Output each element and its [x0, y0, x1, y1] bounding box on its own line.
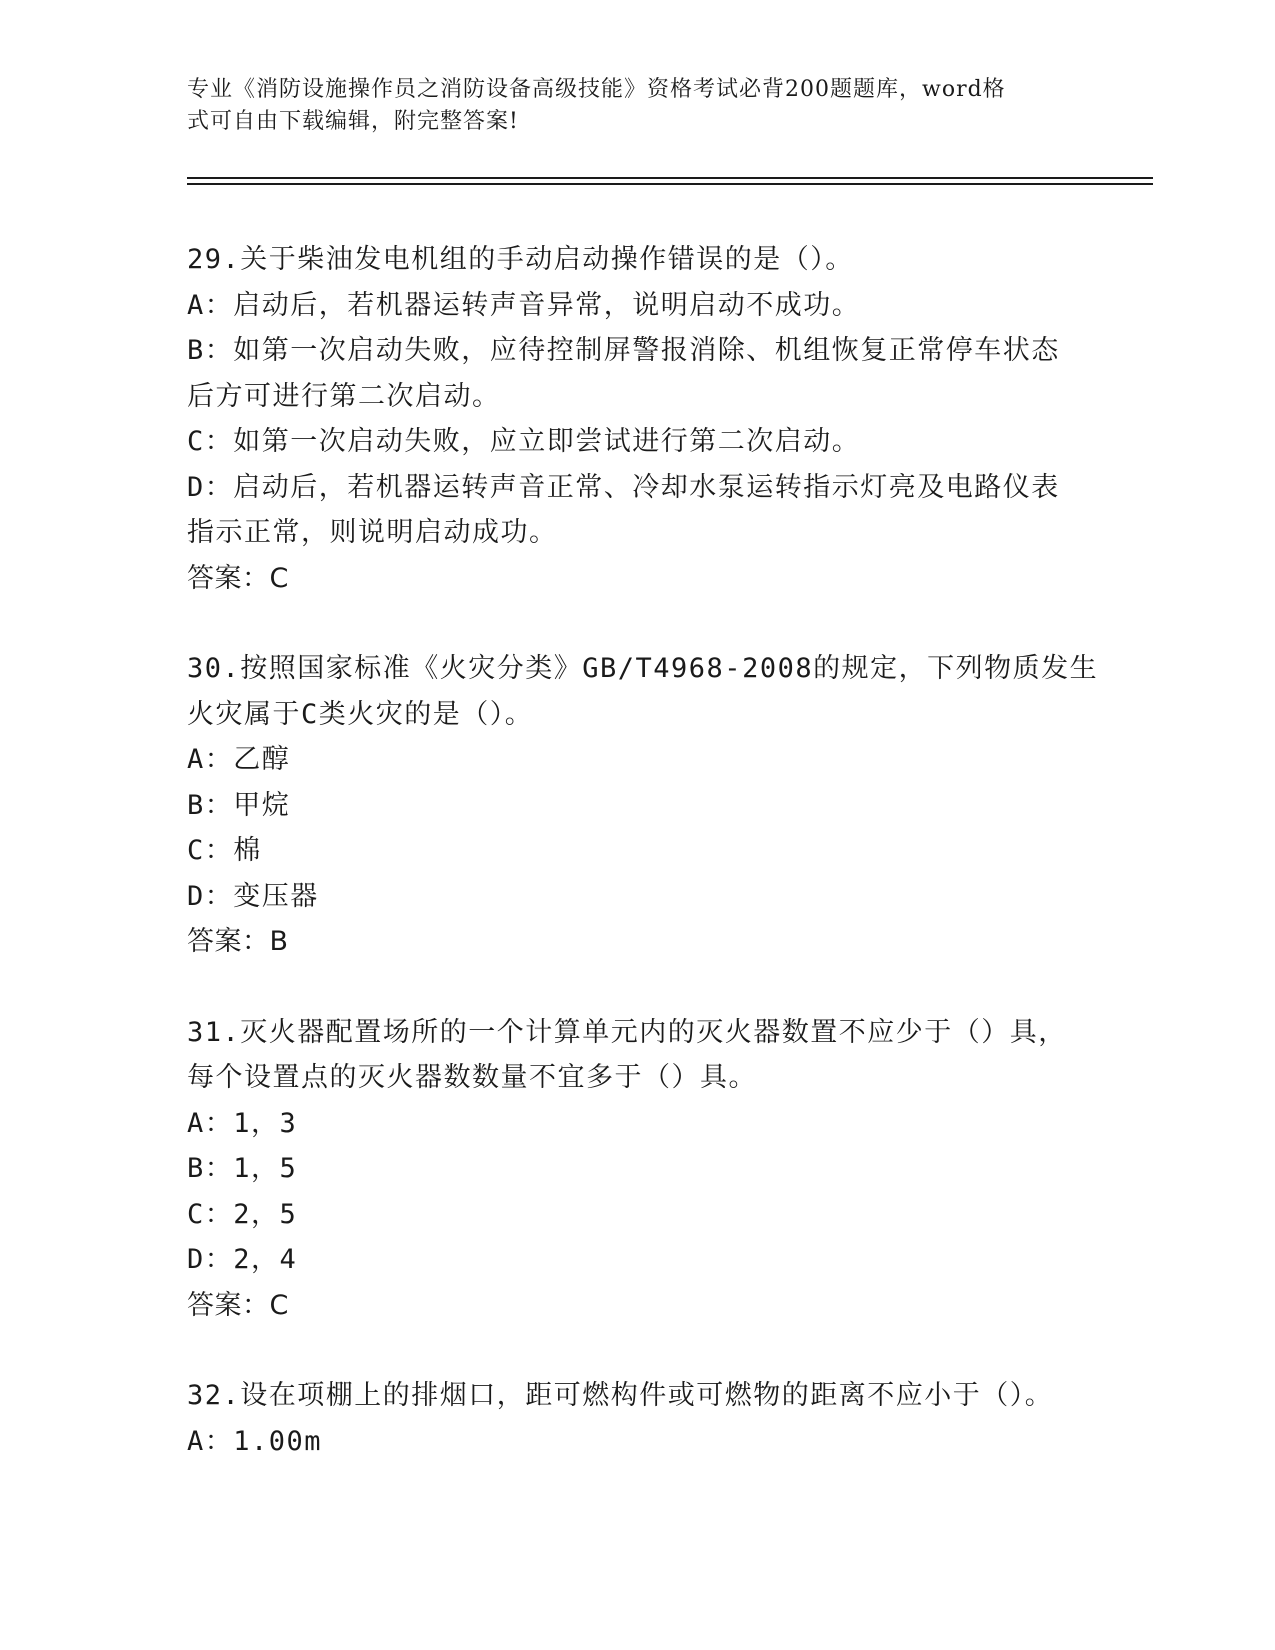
option-a: A：1.00m: [187, 1425, 323, 1457]
header-line-1: 专业《消防设施操作员之消防设备高级技能》资格考试必背200题题库，word格: [187, 77, 1006, 102]
document-header: [187, 74, 1067, 138]
option-d: D：启动后，若机器运转声音正常、冷却水泵运转指示灯亮及电路仪表: [187, 471, 1060, 503]
header-divider-top: [187, 177, 1153, 179]
answer: 答案：B: [187, 926, 289, 957]
question-32: [187, 1373, 1087, 1464]
option-d-continued: 指示正常，则说明启动成功。: [187, 517, 558, 548]
header-divider-bottom: [187, 183, 1153, 185]
header-line-2: 式可自由下载编辑，附完整答案!: [187, 109, 519, 134]
option-c: C：如第一次启动失败，应立即尝试进行第二次启动。: [187, 426, 861, 457]
question-stem: 31.灭火器配置场所的一个计算单元内的灭火器数置不应少于（）具，: [187, 1016, 1067, 1048]
option-c: C：2，5: [187, 1198, 298, 1230]
question-30: [187, 646, 1099, 965]
question-stem: 32.设在项棚上的排烟口，距可燃构件或可燃物的距离不应小于（）。: [187, 1380, 1054, 1411]
question-stem-continued: 每个设置点的灭火器数数量不宜多于（）具。: [187, 1062, 757, 1093]
question-stem-continued: 火灾属于C类火灾的是（）。: [187, 698, 534, 730]
option-a: A：乙醇: [187, 744, 291, 775]
option-a: A：1，3: [187, 1107, 298, 1139]
question-list: [187, 237, 1099, 1464]
option-d: D：变压器: [187, 880, 319, 912]
option-b: B：甲烷: [187, 789, 291, 821]
option-a: A：启动后，若机器运转声音异常，说明启动不成功。: [187, 289, 861, 321]
option-b: B：如第一次启动失败，应待控制屏警报消除、机组恢复正常停车状态: [187, 335, 1060, 366]
question-31: [187, 1010, 1087, 1329]
question-stem: 30.按照国家标准《火灾分类》GB/T4968-2008的规定，下列物质发生: [187, 653, 1099, 684]
option-c: C：棉: [187, 835, 262, 866]
question-stem: 29.关于柴油发电机组的手动启动操作错误的是（）。: [187, 244, 854, 275]
answer: 答案：C: [187, 1289, 289, 1321]
answer: 答案：C: [187, 562, 289, 594]
question-29: [187, 237, 1087, 601]
option-b: B：1，5: [187, 1153, 298, 1184]
option-b-continued: 后方可进行第二次启动。: [187, 380, 501, 412]
option-d: D：2，4: [187, 1244, 298, 1275]
